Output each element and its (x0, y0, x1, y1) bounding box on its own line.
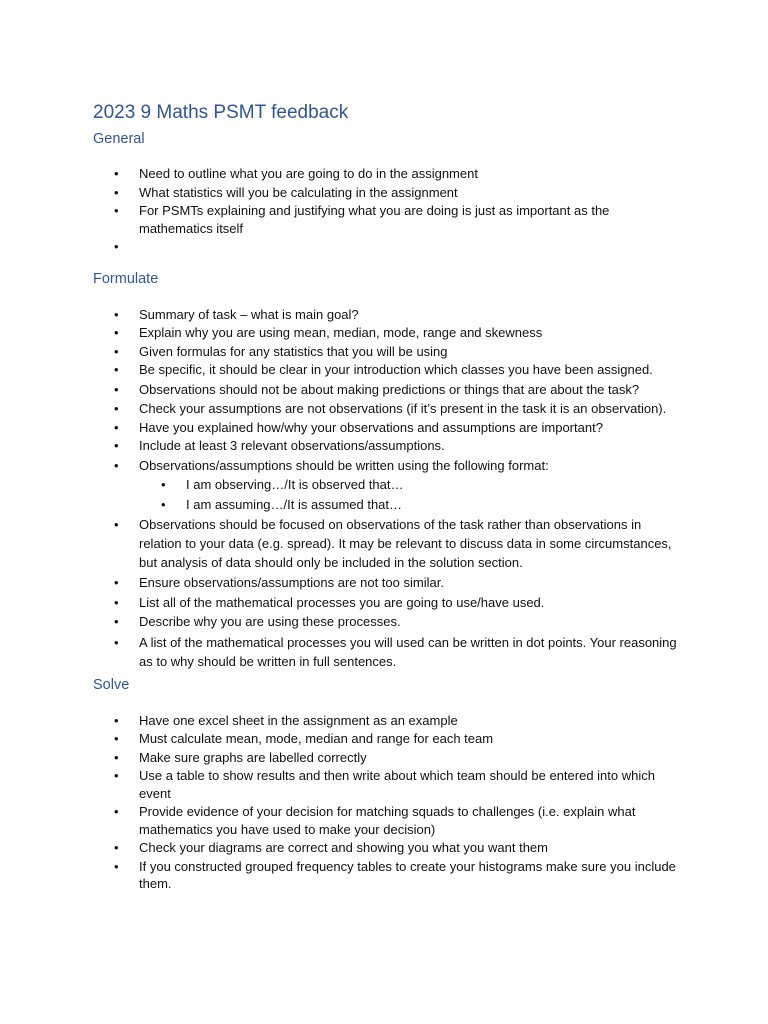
bullet-icon: • (114, 419, 119, 435)
bullet-icon: • (114, 840, 119, 855)
bullet-icon: • (114, 239, 119, 254)
list-item: • Check your assumptions are not observations (if it’s present in the task it is an observation). (114, 401, 667, 416)
list-item: • Describe why you are using these processes. (114, 614, 401, 629)
bullet-icon: • (114, 614, 119, 629)
heading-general: General (93, 131, 145, 147)
bullet-icon: • (114, 362, 119, 377)
bullet-icon: • (114, 184, 119, 200)
list-item: • Ensure observations/assumptions are not too similar. (114, 575, 444, 590)
heading-solve: Solve (93, 676, 130, 693)
bullet-icon: • (114, 306, 119, 322)
list-item: • Have you explained how/why your observations and assumptions are important? (114, 419, 603, 435)
sub-list-item: • I am observing…/It is observed that… (161, 477, 404, 492)
list-item: • What statistics will you be calculating in the assignment (114, 184, 458, 200)
list-item: • Include at least 3 relevant observations/assumptions. (114, 438, 445, 453)
bullet-icon: • (114, 438, 119, 453)
sub-list-item: • I am assuming…/It is assumed that… (161, 496, 403, 512)
bullet-icon: • (114, 749, 119, 765)
bullet-icon: • (114, 594, 119, 610)
list-item: • Observations/assumptions should be written using the following format: (114, 457, 549, 473)
bullet-icon: • (114, 804, 119, 819)
bullet-icon: • (114, 517, 119, 532)
list-item: • Be specific, it should be clear in your introduction which classes you have been assigned. (114, 362, 653, 377)
list-item: • Given formulas for any statistics that you will be using (114, 343, 448, 359)
list-item-empty (93, 238, 683, 256)
bullet-icon: • (114, 457, 119, 473)
bullet-icon: • (114, 712, 119, 728)
list-item: • Summary of task – what is main goal? (114, 306, 359, 322)
bullet-icon: • (114, 768, 119, 783)
list-formulate (93, 306, 683, 671)
bullet-icon: • (161, 477, 166, 492)
bullet-icon: • (114, 858, 119, 874)
list-general (93, 165, 683, 256)
list-item: • A list of the mathematical processes you will used can be written in dot points. Your reasoning as to why should be written in full sentences. (114, 634, 677, 669)
list-item: • Explain why you are using mean, median, mode, range and skewness (114, 325, 543, 340)
bullet-icon: • (114, 381, 119, 397)
document-page (93, 100, 683, 894)
list-item: • Use a table to show results and then write about which team should be entered into which event (114, 768, 655, 801)
list-item: • Must calculate mean, mode, median and range for each team (114, 731, 494, 746)
bullet-icon: • (114, 731, 119, 746)
list-item: • Provide evidence of your decision for matching squads to challenges (i.e. explain what mathematics you have used to make your decision) (114, 804, 636, 837)
list-item: • If you constructed grouped frequency tables to create your histograms make sure you include them. (114, 858, 676, 891)
document-title: 2023 9 Maths PSMT feedback (93, 102, 349, 123)
list-item: • Need to outline what you are going to do in the assignment (114, 166, 478, 181)
bullet-icon: • (114, 203, 119, 218)
bullet-icon: • (114, 343, 119, 359)
heading-formulate: Formulate (93, 270, 159, 287)
bullet-icon: • (114, 575, 119, 590)
list-item: • Make sure graphs are labelled correctly (114, 749, 367, 765)
list-solve (93, 712, 683, 893)
list-item: • Have one excel sheet in the assignment as an example (114, 712, 458, 728)
bullet-icon: • (114, 634, 119, 650)
bullet-icon: • (114, 401, 119, 416)
bullet-icon: • (114, 166, 119, 181)
bullet-icon: • (114, 325, 119, 340)
list-item: • Observations should not be about making predictions or things that are about the task? (114, 381, 640, 397)
list-item: • For PSMTs explaining and justifying what you are doing is just as important as the mathematics itself (114, 203, 610, 236)
bullet-icon: • (161, 496, 166, 512)
list-item: • Observations should be focused on observations of the task rather than observations in relation to your data (e.g. spread). It may be relevant to discuss data in some circumstances, but analysis of data should only be included in the solution section. (114, 517, 672, 570)
list-item: • Check your diagrams are correct and showing you what you want them (114, 840, 548, 855)
list-item: • List all of the mathematical processes you are going to use/have used. (114, 594, 545, 610)
